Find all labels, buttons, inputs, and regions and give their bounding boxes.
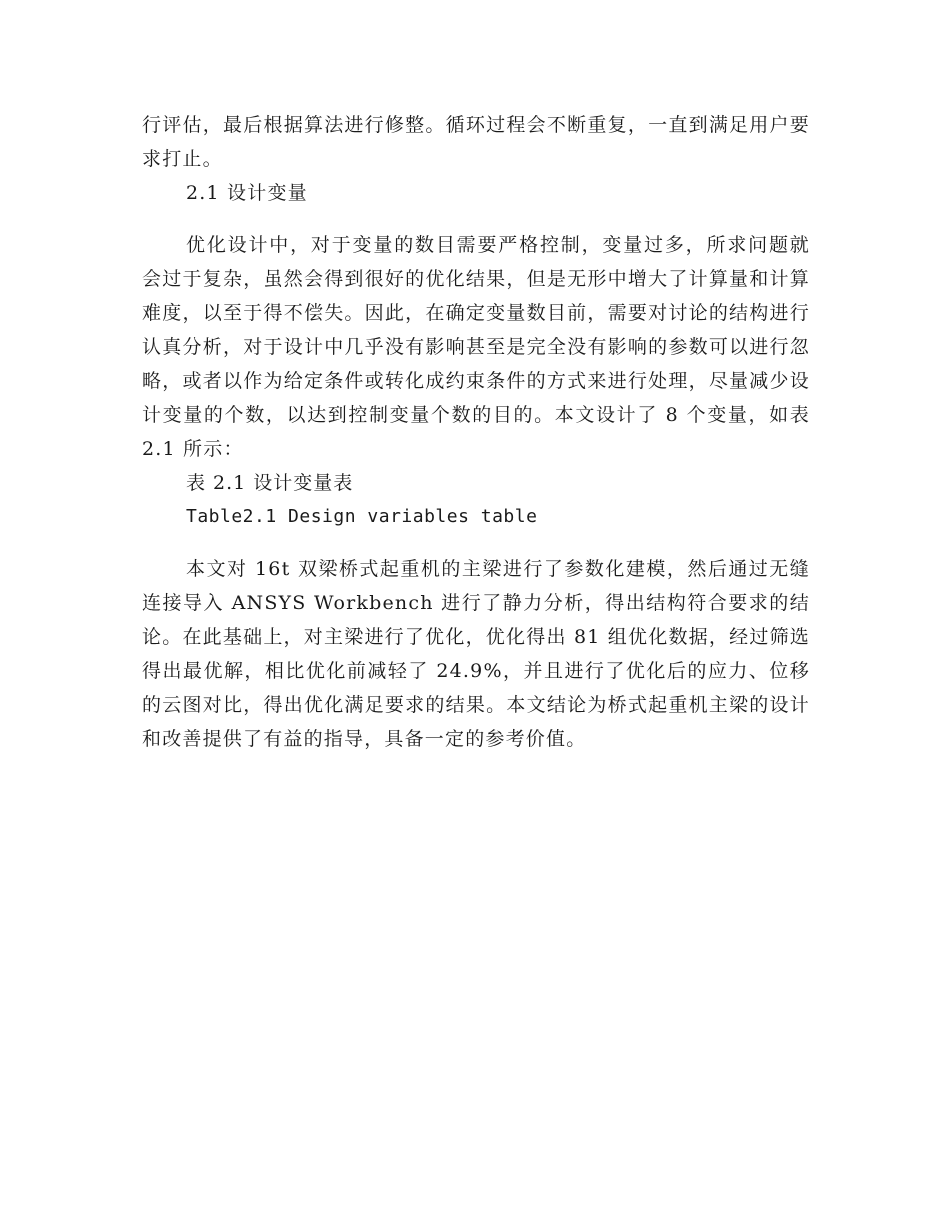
conclusion-paragraph: 本文对 16t 双梁桥式起重机的主梁进行了参数化建模，然后通过无缝连接导入 ANSYS Workbench 进行了静力分析，得出结构符合要求的结论。在此基础上，对主梁进行了优化，优化得出 81 组优化数据，经过筛选得出最优解，相比优化前减轻了 24.9%，并且进行了优化后的应力、位移的云图对比，得出优化满足要求的结果。本文结论为桥式起重机主梁的设计和改善提供了有益的指导，具备一定的参考价值。 — [142, 558, 810, 750]
table-caption-en: Table2.1 Design variables table — [186, 506, 538, 527]
body-paragraph: 优化设计中，对于变量的数目需要严格控制，变量过多，所求问题就会过于复杂，虽然会得到很好的优化结果，但是无形中增大了计算量和计算难度，以至于得不偿失。因此，在确定变量数目前，需要对讨论的结构进行认真分析，对于设计中几乎没有影响甚至是完全没有影响的参数可以进行忽略，或者以作为给定条件或转化成约束条件的方式来进行处理，尽量减少设计变量的个数，以达到控制变量个数的目的。本文设计了 8 个变量，如表 2.1 所示： — [142, 234, 810, 460]
table-caption-cn: 表 2.1 设计变量表 — [186, 472, 354, 494]
section-heading: 2.1 设计变量 — [186, 182, 308, 204]
intro-paragraph: 行评估，最后根据算法进行修整。循环过程会不断重复，一直到满足用户要求打止。 — [142, 114, 810, 170]
document-body — [142, 108, 810, 756]
